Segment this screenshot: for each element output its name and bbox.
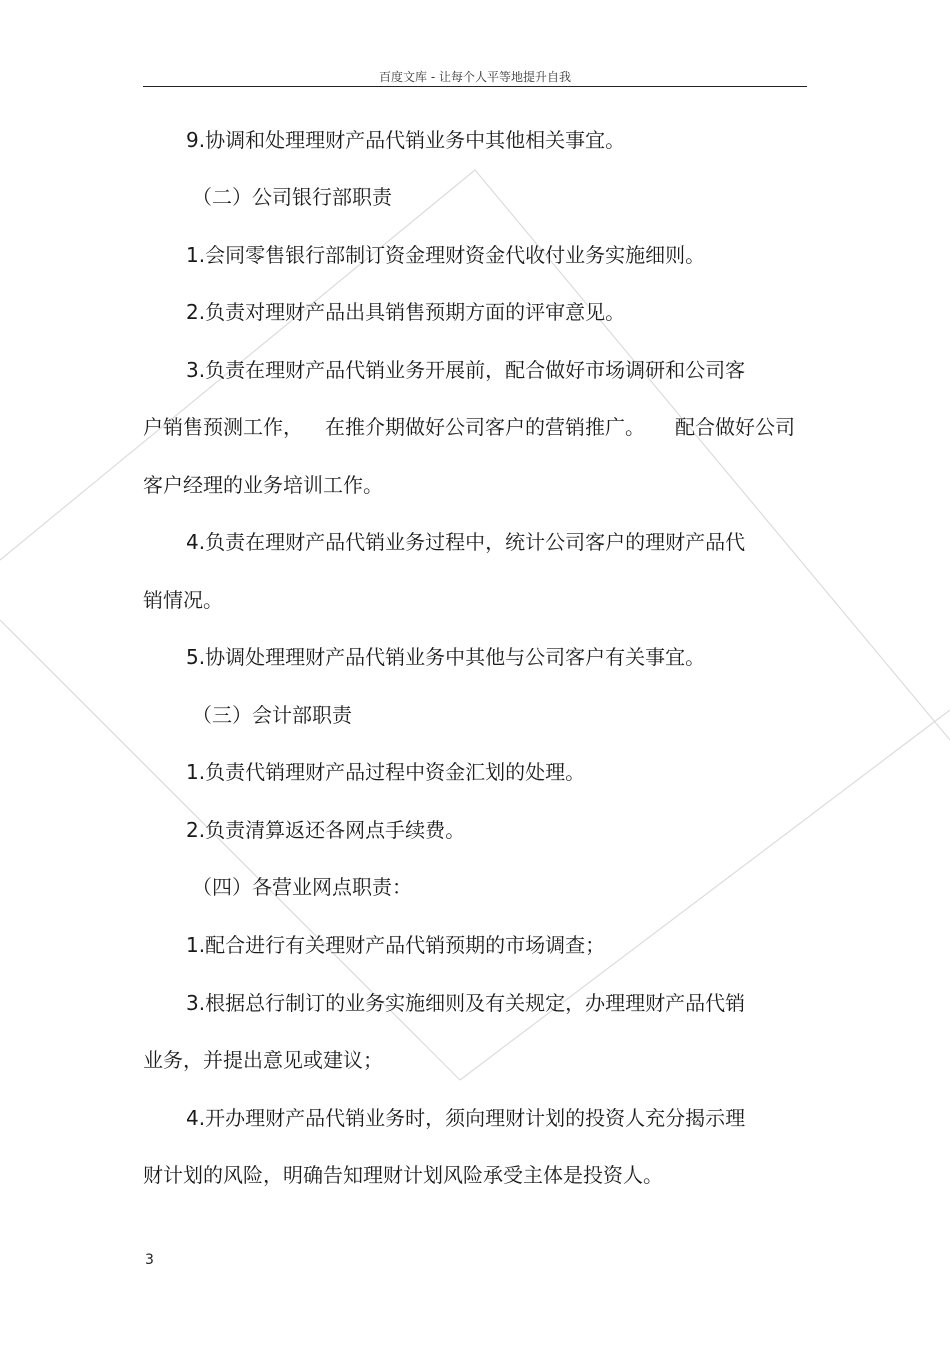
paragraph-line: 2.负责清算返还各网点手续费。 — [186, 818, 466, 842]
paragraph-segment: 户销售预测工作， — [143, 415, 303, 439]
paragraph-line: 5.协调处理理财产品代销业务中其他与公司客户有关事宜。 — [186, 645, 706, 669]
paragraph-line: 9.协调和处理理财产品代销业务中其他相关事宜。 — [186, 128, 626, 152]
section-heading: （四）各营业网点职责： — [192, 875, 412, 899]
paragraph-line: 客户经理的业务培训工作。 — [143, 473, 383, 497]
paragraph-line: 3.根据总行制订的业务实施细则及有关规定，办理理财产品代销 — [186, 991, 746, 1015]
paragraph-line: 2.负责对理财产品出具销售预期方面的评审意见。 — [186, 300, 626, 324]
page-header: 百度文库 - 让每个人平等地提升自我 — [379, 70, 571, 84]
paragraph-line: 1.配合进行有关理财产品代销预期的市场调查； — [186, 933, 606, 957]
paragraph-line: 4.开办理财产品代销业务时，须向理财计划的投资人充分揭示理 — [186, 1106, 746, 1130]
paragraph-line: 3.负责在理财产品代销业务开展前，配合做好市场调研和公司客 — [186, 358, 746, 382]
section-heading: （二）公司银行部职责 — [192, 185, 392, 209]
paragraph-segment: 配合做好公司 — [675, 415, 795, 439]
paragraph-line: 4.负责在理财产品代销业务过程中，统计公司客户的理财产品代 — [186, 530, 746, 554]
paragraph-line: 财计划的风险，明确告知理财计划风险承受主体是投资人。 — [143, 1163, 663, 1187]
paragraph-line: 1.负责代销理财产品过程中资金汇划的处理。 — [186, 760, 586, 784]
paragraph-line: 销情况。 — [143, 588, 223, 612]
paragraph-line: 1.会同零售银行部制订资金理财资金代收付业务实施细则。 — [186, 243, 706, 267]
paragraph-line: 业务，并提出意见或建议； — [143, 1048, 383, 1072]
header-rule — [143, 86, 807, 87]
paragraph-line — [143, 415, 795, 439]
paragraph-segment: 在推介期做好公司客户的营销推广。 — [325, 415, 645, 439]
page-number: 3 — [145, 1252, 154, 1268]
section-heading: （三）会计部职责 — [192, 703, 352, 727]
